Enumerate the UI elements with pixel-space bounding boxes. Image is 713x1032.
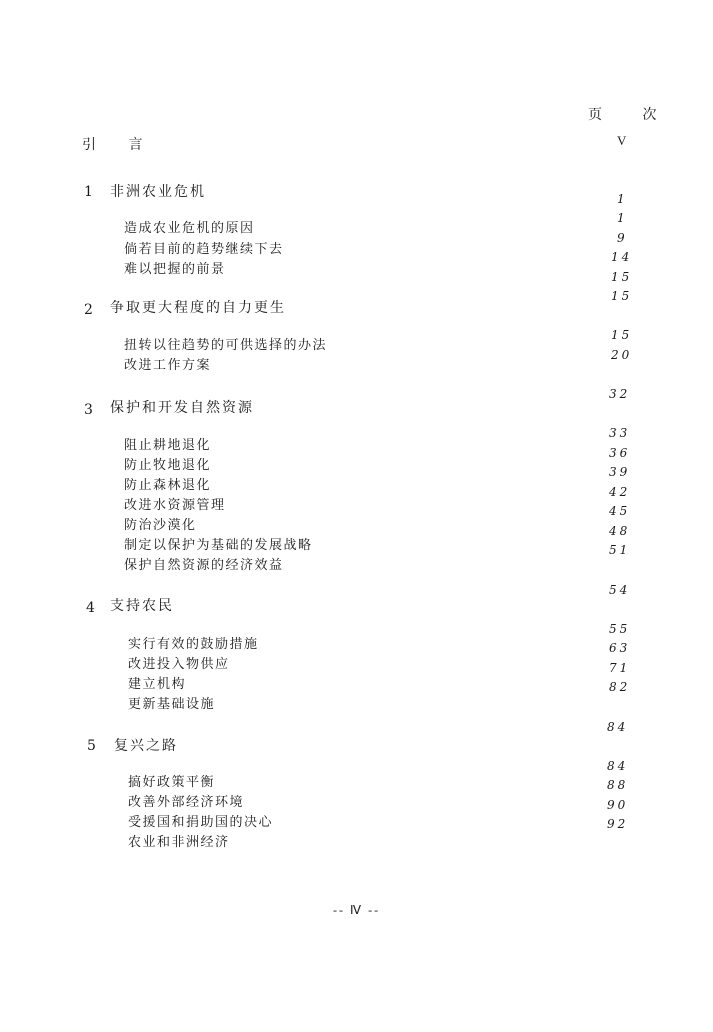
- section-2-1: 扭转以往趋势的可供选择的办法: [124, 338, 328, 353]
- intro-page: V: [617, 133, 627, 148]
- page-number: 48: [609, 524, 631, 538]
- section-5-1: 搞好政策平衡: [128, 775, 216, 790]
- section-4-1: 实行有效的鼓励措施: [128, 637, 259, 652]
- section-5-2: 改善外部经济环境: [128, 795, 245, 810]
- section-1-3: 难以把握的前景: [124, 262, 226, 277]
- chapter-5-number: 5: [87, 738, 98, 754]
- intro-label: 引 言: [82, 137, 157, 153]
- section-5-3: 受援国和捐助国的决心: [128, 815, 274, 830]
- page-number: 39: [609, 465, 631, 479]
- section-4-3: 建立机构: [128, 677, 187, 692]
- section-3-3: 防止森林退化: [124, 478, 212, 493]
- page-number: 54: [609, 583, 631, 597]
- page-number: 1: [617, 211, 628, 225]
- chapter-4-number: 4: [86, 600, 97, 616]
- section-1-2: 倘若目前的趋势继续下去: [124, 242, 284, 257]
- chapter-2-number: 2: [84, 302, 95, 318]
- section-2-2: 改进工作方案: [124, 358, 212, 373]
- page-number: 9: [617, 231, 628, 245]
- chapter-1-title: 非洲农业危机: [110, 184, 206, 200]
- page-number: 84: [607, 759, 629, 773]
- page-number: 42: [609, 485, 631, 499]
- page-number: 88: [607, 778, 629, 792]
- page-number: 20: [611, 348, 633, 362]
- chapter-5-title: 复兴之路: [114, 738, 178, 754]
- page-number: 15: [611, 328, 633, 342]
- page-number: 14: [611, 250, 633, 264]
- page-column-header: 页 次: [588, 107, 675, 123]
- section-3-4: 改进水资源管理: [124, 498, 226, 513]
- page-number: 1: [617, 192, 628, 206]
- section-3-6: 制定以保护为基础的发展战略: [124, 538, 313, 553]
- section-4-4: 更新基础设施: [128, 697, 216, 712]
- page-number: 92: [607, 817, 629, 831]
- section-4-2: 改进投入物供应: [128, 657, 230, 672]
- page-number: 45: [609, 504, 631, 518]
- chapter-4-title: 支持农民: [110, 598, 174, 614]
- page-number: 51: [609, 543, 631, 557]
- page-footer: -- Ⅳ --: [333, 903, 381, 917]
- page-number: 33: [609, 426, 631, 440]
- chapter-2-title: 争取更大程度的自力更生: [110, 300, 286, 316]
- page-number: 36: [609, 446, 631, 460]
- page-number: 55: [609, 622, 631, 636]
- section-3-7: 保护自然资源的经济效益: [124, 558, 284, 573]
- section-3-5: 防治沙漠化: [124, 518, 197, 533]
- page-number: 82: [609, 680, 631, 694]
- page-number: 63: [609, 641, 631, 655]
- page-number: 15: [611, 289, 633, 303]
- section-5-4: 农业和非洲经济: [128, 835, 230, 850]
- chapter-3-number: 3: [84, 402, 95, 418]
- chapter-3-title: 保护和开发自然资源: [110, 400, 254, 416]
- section-3-1: 阻止耕地退化: [124, 438, 212, 453]
- page-number: 15: [611, 270, 633, 284]
- section-1-1: 造成农业危机的原因: [124, 221, 255, 236]
- chapter-1-number: 1: [84, 184, 95, 200]
- page-number: 84: [607, 720, 629, 734]
- page-number: 71: [609, 661, 631, 675]
- section-3-2: 防止牧地退化: [124, 458, 212, 473]
- page-number: 90: [607, 798, 629, 812]
- page-number: 32: [609, 387, 631, 401]
